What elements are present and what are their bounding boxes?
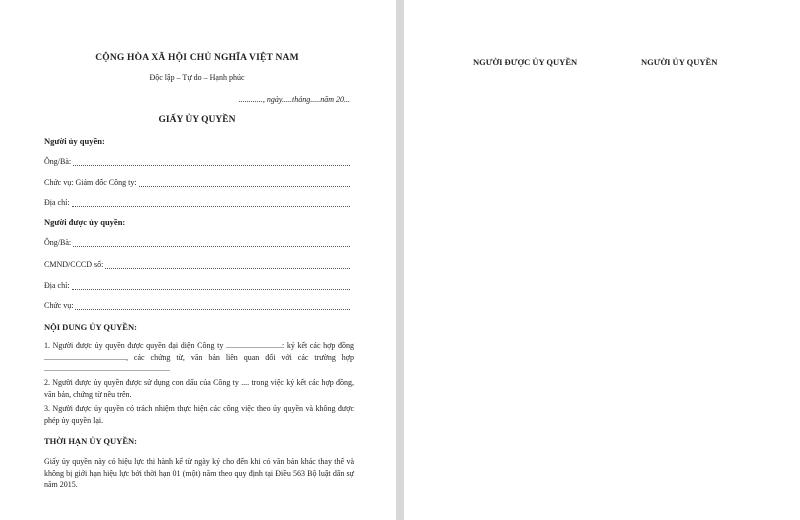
grantee-position-field[interactable] bbox=[44, 301, 350, 310]
fill-line bbox=[139, 180, 350, 187]
fill-line bbox=[72, 200, 350, 207]
grantor-heading: Người ủy quyền: bbox=[44, 136, 105, 146]
field-label: Chức vụ: bbox=[44, 301, 74, 310]
document-page-2 bbox=[404, 0, 800, 520]
fill-line bbox=[73, 159, 350, 166]
grantor-name-field[interactable] bbox=[44, 157, 350, 166]
motto: Độc lập – Tự do – Hạnh phúc bbox=[149, 73, 245, 82]
grantee-id-field[interactable] bbox=[44, 260, 350, 269]
signature-grantor-label: NGƯỜI ỦY QUYỀN bbox=[641, 57, 718, 67]
field-label: Địa chỉ: bbox=[44, 198, 70, 207]
field-label: CMND/CCCD số: bbox=[44, 260, 104, 269]
content-item-2: 2. Người được ủy quyền được sử dụng con dấu của Công ty .... trong việc ký kết các hợp đồng, văn bản, chứng từ nêu trên. bbox=[44, 378, 354, 399]
content-heading: NỘI DUNG ỦY QUYỀN: bbox=[44, 322, 137, 332]
document-title: GIẤY ỦY QUYỀN bbox=[158, 115, 236, 125]
nation-heading: CỘNG HÒA XÃ HỘI CHỦ NGHĨA VIỆT NAM bbox=[95, 53, 299, 63]
field-label: Ông/Bà: bbox=[44, 238, 72, 247]
term-heading: THỜI HẠN ỦY QUYỀN: bbox=[44, 436, 137, 446]
grantee-name-field[interactable] bbox=[44, 238, 350, 247]
grantee-heading: Người được ủy quyền: bbox=[44, 217, 126, 227]
field-label: Ông/Bà: bbox=[44, 157, 72, 166]
term-text: Giấy ủy quyền này có hiệu lực thi hành kể từ ngày ký cho đến khi có văn bản khác thay thế và không bị giới hạn hiệu lực bởi thời hạn 01 (một) năm theo quy định tại Điều 563 Bộ luật dân sự năm 2015. bbox=[44, 457, 354, 489]
grantor-position-field[interactable] bbox=[44, 178, 350, 187]
date-line: ............, ngày.....tháng.....năm 20... bbox=[238, 95, 350, 104]
grantor-address-field[interactable] bbox=[44, 198, 350, 207]
fill-line bbox=[75, 303, 350, 310]
fill-line bbox=[73, 240, 350, 247]
content-item-1: 1. Người được ủy quyền được quyền đại diện Công ty ............................: ký kết các hợp đồng ........................................., các chứng từ, văn bản liên quan đối với các trường hợp ............................................................... bbox=[44, 341, 354, 373]
fill-line bbox=[72, 283, 350, 290]
signature-grantee-label: NGƯỜI ĐƯỢC ỦY QUYỀN bbox=[473, 57, 578, 67]
field-label: Chức vụ: Giám đốc Công ty: bbox=[44, 178, 137, 187]
fill-line bbox=[105, 262, 350, 269]
document-page-1 bbox=[0, 0, 396, 520]
grantee-address-field[interactable] bbox=[44, 281, 350, 290]
content-item-3: 3. Người được ủy quyền có trách nhiệm thực hiện các công việc theo ủy quyền và không được phép ủy quyền lại. bbox=[44, 404, 354, 425]
field-label: Địa chỉ: bbox=[44, 281, 70, 290]
